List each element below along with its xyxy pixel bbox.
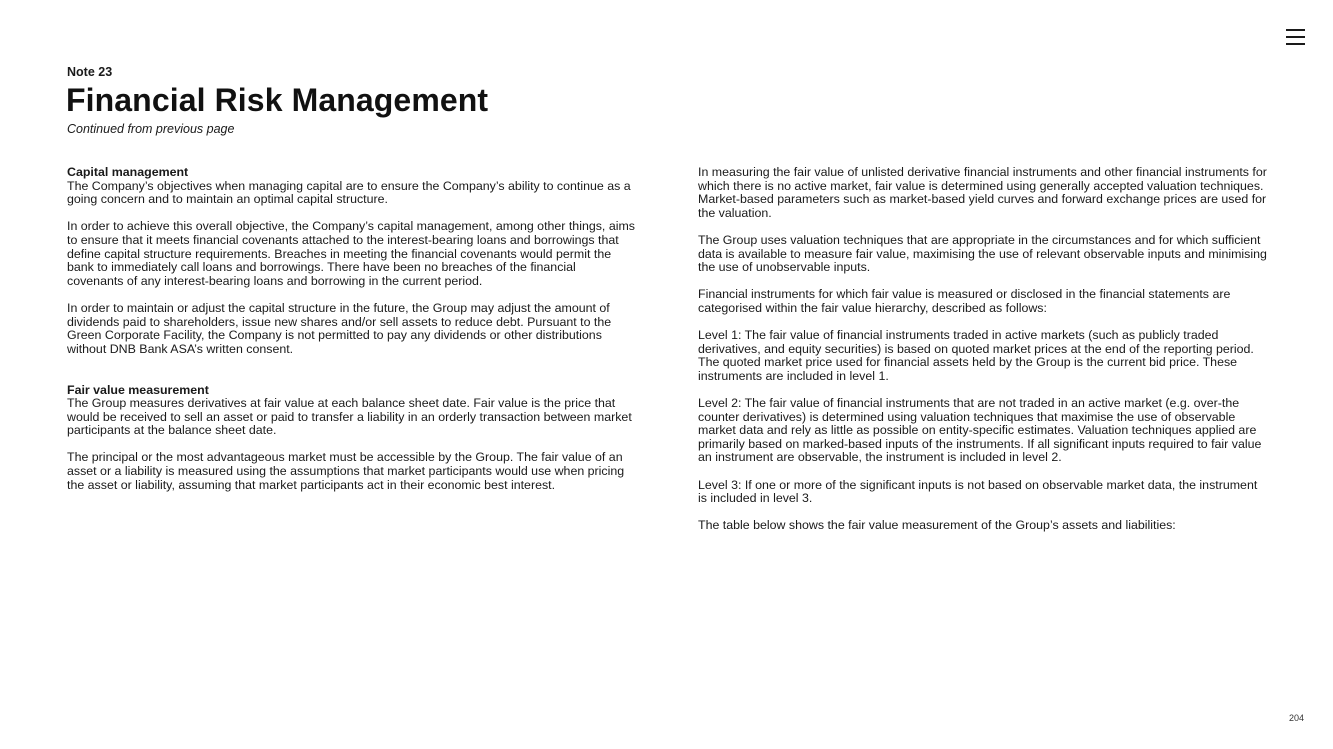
page-title: Financial Risk Management xyxy=(66,82,489,118)
menu-line xyxy=(1286,29,1305,31)
fair-value-paragraph: The Group measures derivatives at fair value at each balance sheet date. Fair value is the price that would be received to sell an asset or paid to transfer a liability in an orderly transaction between market participants at the balance sheet date. xyxy=(67,396,632,438)
page-subtitle: Continued from previous page xyxy=(67,122,235,136)
right-column xyxy=(698,166,1268,547)
level-2-paragraph: Level 2: The fair value of financial instruments that are not traded in an active market (e.g. over-the counter derivatives) is determined using valuation techniques that maximise the use of observable market data and rely as little as possible on entity-specific estimates. Valuation techniques applied are primarily based on marked-based inputs of the instruments. If all significant inputs required to fair value an instrument are observable, the instrument is included in level 2. xyxy=(698,396,1262,465)
fair-value-paragraph: The Group uses valuation techniques that are appropriate in the circumstances and for which sufficient data is available to measure fair value, maximising the use of relevant observable inputs and minimising the use of unobservable inputs. xyxy=(698,232,1267,275)
capital-management-heading: Capital management xyxy=(67,165,189,179)
table-intro-paragraph: The table below shows the fair value measurement of the Group’s assets and liabilities: xyxy=(698,518,1176,533)
menu-line xyxy=(1286,43,1305,45)
capital-management-paragraph: In order to achieve this overall objective, the Company’s capital management, among other things, aims to ensure that it meets financial covenants attached to the interest-bearing loans and borrowings that define capital structure requirements. Breaches in meeting the financial covenants would permit the bank to immediately call loans and borrowings. There have been no breaches of the financial covenants of any interest-bearing loans and borrowing in the current period. xyxy=(67,219,635,288)
capital-management-paragraph: In order to maintain or adjust the capital structure in the future, the Group may adjust the amount of dividends paid to shareholders, issue new shares and/or sell assets to reduce debt. Pursuant to the Green Corporate Facility, the Company is not permitted to pay any dividends or other distributions without DNB Bank ASA’s written consent. xyxy=(67,300,612,356)
menu-line xyxy=(1286,36,1305,38)
fair-value-paragraph: The principal or the most advantageous market must be accessible by the Group. The fair value of an asset or a liability is measured using the assumptions that market participants would use when pricing the asset or liability, assuming that market participants act in their economic best interest. xyxy=(67,450,625,492)
page-number: 204 xyxy=(1289,713,1305,723)
hamburger-menu-icon[interactable] xyxy=(1286,28,1306,46)
section-spacer xyxy=(67,370,635,384)
fair-value-paragraph: In measuring the fair value of unlisted derivative financial instruments and other financial instruments for which there is no active market, fair value is determined using generally accepted valuation techniques. Market-based parameters such as market-based yield curves and forward exchange prices are used for the valuation. xyxy=(698,165,1267,220)
level-1-paragraph: Level 1: The fair value of financial instruments traded in active markets (such as publicly traded derivatives, and equity securities) is based on quoted market prices at the end of the reporting period. The quoted market price used for financial assets held by the Group is the current bid price. These instruments are included in level 1. xyxy=(698,328,1254,383)
capital-management-paragraph: The Company’s objectives when managing capital are to ensure the Company’s ability to continue as a going concern and to maintain an optimal capital structure. xyxy=(67,178,631,207)
level-3-paragraph: Level 3: If one or more of the significant inputs is not based on observable market data, the instrument is included in level 3. xyxy=(698,477,1258,506)
note-label: Note 23 xyxy=(67,65,113,79)
left-column xyxy=(67,166,635,506)
fair-value-paragraph: Financial instruments for which fair value is measured or disclosed in the financial statements are categorised within the fair value hierarchy, described as follows: xyxy=(698,287,1231,315)
fair-value-heading: Fair value measurement xyxy=(67,382,209,397)
